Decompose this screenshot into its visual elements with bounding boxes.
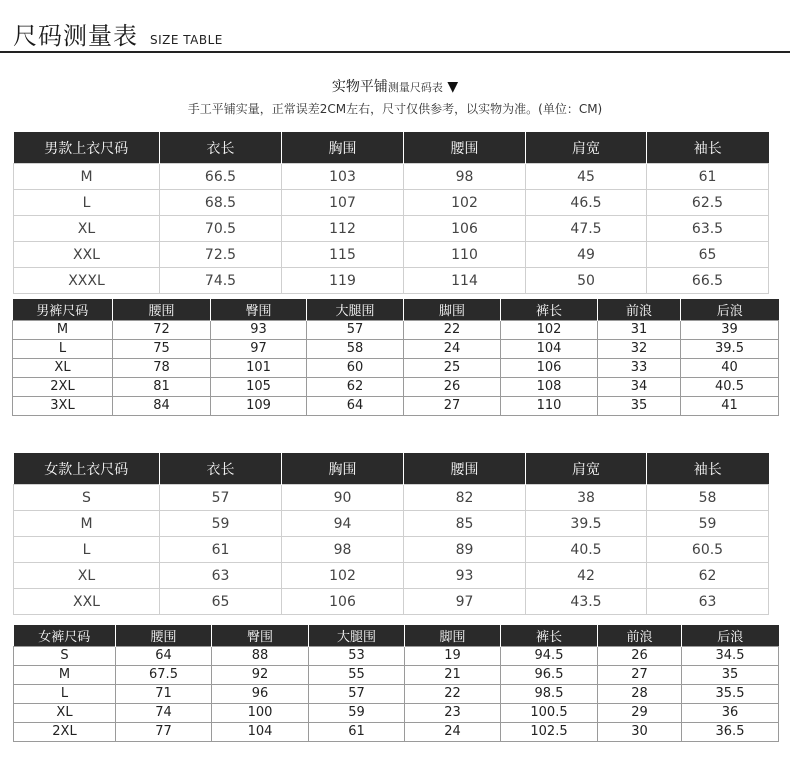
measurement-cell: 30 — [598, 723, 682, 742]
size-label-cell: S — [14, 485, 160, 511]
column-header: 腰围 — [116, 625, 212, 647]
size-label-cell: L — [14, 190, 160, 216]
measurement-cell: 40.5 — [681, 378, 779, 397]
column-header: 大腿围 — [309, 625, 405, 647]
measurement-cell: 92 — [212, 666, 309, 685]
measurement-cell: 114 — [404, 268, 526, 294]
measurement-cell: 84 — [113, 397, 211, 416]
measurement-cell: 98 — [404, 164, 526, 190]
table-row — [14, 511, 769, 537]
size-label-cell: 2XL — [14, 723, 116, 742]
womens-pants-size-table — [13, 625, 779, 742]
measurement-cell: 26 — [404, 378, 501, 397]
measurement-cell: 45 — [526, 164, 647, 190]
measurement-cell: 119 — [282, 268, 404, 294]
measurement-cell: 112 — [282, 216, 404, 242]
column-header: 腰围 — [404, 453, 526, 485]
table-row — [14, 723, 779, 742]
table-row — [13, 340, 779, 359]
measurement-cell: 58 — [307, 340, 404, 359]
measurement-cell: 36 — [682, 704, 779, 723]
measurement-cell: 64 — [116, 647, 212, 666]
measurement-cell: 36.5 — [682, 723, 779, 742]
measurement-cell: 27 — [598, 666, 682, 685]
measurement-cell: 59 — [160, 511, 282, 537]
measurement-cell: 96 — [212, 685, 309, 704]
measurement-cell: 102 — [404, 190, 526, 216]
table-row — [14, 685, 779, 704]
measurement-cell: 55 — [309, 666, 405, 685]
measurement-cell: 60 — [307, 359, 404, 378]
column-header: 前浪 — [598, 625, 682, 647]
measurement-cell: 57 — [160, 485, 282, 511]
measurement-cell: 96.5 — [501, 666, 598, 685]
measurement-cell: 63 — [647, 589, 769, 615]
measurement-cell: 27 — [404, 397, 501, 416]
table-row — [14, 190, 769, 216]
table-row — [14, 485, 769, 511]
measurement-cell: 35.5 — [682, 685, 779, 704]
section-heading-main: 实物平铺 — [331, 79, 388, 95]
down-arrow-icon: ▼ — [447, 79, 459, 95]
measurement-cell: 66.5 — [160, 164, 282, 190]
measurement-cell: 38 — [526, 485, 647, 511]
column-header: 裤长 — [501, 625, 598, 647]
measurement-cell: 63 — [160, 563, 282, 589]
column-header: 腰围 — [113, 299, 211, 321]
measurement-cell: 104 — [501, 340, 598, 359]
measurement-cell: 62.5 — [647, 190, 769, 216]
measurement-cell: 108 — [501, 378, 598, 397]
size-label-cell: XXL — [14, 589, 160, 615]
size-label-cell: XXXL — [14, 268, 160, 294]
measurement-cell: 88 — [212, 647, 309, 666]
measurement-cell: 78 — [113, 359, 211, 378]
measurement-cell: 66.5 — [647, 268, 769, 294]
measurement-cell: 90 — [282, 485, 404, 511]
size-label-cell: M — [14, 511, 160, 537]
measurement-cell: 101 — [211, 359, 307, 378]
measurement-cell: 115 — [282, 242, 404, 268]
measurement-cell: 29 — [598, 704, 682, 723]
measurement-cell: 100.5 — [501, 704, 598, 723]
column-header: 男款上衣尺码 — [14, 132, 160, 164]
measurement-cell: 19 — [405, 647, 501, 666]
column-header: 裤长 — [501, 299, 598, 321]
column-header: 男裤尺码 — [13, 299, 113, 321]
table-row — [14, 666, 779, 685]
size-label-cell: XL — [13, 359, 113, 378]
measurement-cell: 105 — [211, 378, 307, 397]
measurement-cell: 74 — [116, 704, 212, 723]
measurement-cell: 94.5 — [501, 647, 598, 666]
measurement-cell: 64 — [307, 397, 404, 416]
measurement-note: 手工平铺实量，正常误差2CM左右，尺寸仅供参考，以实物为准。(单位：CM) — [187, 102, 603, 116]
column-header: 后浪 — [682, 625, 779, 647]
measurement-cell: 60.5 — [647, 537, 769, 563]
measurement-cell: 93 — [404, 563, 526, 589]
measurement-cell: 106 — [404, 216, 526, 242]
table-row — [13, 321, 779, 340]
measurement-cell: 58 — [647, 485, 769, 511]
measurement-cell: 26 — [598, 647, 682, 666]
table-header-row — [14, 625, 779, 647]
size-label-cell: XL — [14, 563, 160, 589]
size-label-cell: M — [14, 666, 116, 685]
measurement-cell: 33 — [598, 359, 681, 378]
measurement-cell: 110 — [501, 397, 598, 416]
table-row — [14, 268, 769, 294]
measurement-cell: 110 — [404, 242, 526, 268]
table-row — [14, 164, 769, 190]
measurement-cell: 25 — [404, 359, 501, 378]
measurement-cell: 35 — [598, 397, 681, 416]
table-header-row — [13, 299, 779, 321]
table-row — [14, 537, 769, 563]
measurement-cell: 85 — [404, 511, 526, 537]
measurement-cell: 40.5 — [526, 537, 647, 563]
size-label-cell: M — [13, 321, 113, 340]
column-header: 女款上衣尺码 — [14, 453, 160, 485]
measurement-cell: 57 — [307, 321, 404, 340]
table-row — [13, 359, 779, 378]
measurement-cell: 103 — [282, 164, 404, 190]
size-label-cell: M — [14, 164, 160, 190]
page-title: 尺码测量表 — [13, 22, 138, 50]
measurement-cell: 102.5 — [501, 723, 598, 742]
column-header: 脚围 — [405, 625, 501, 647]
measurement-cell: 102 — [501, 321, 598, 340]
measurement-cell: 28 — [598, 685, 682, 704]
measurement-cell: 106 — [282, 589, 404, 615]
measurement-cell: 67.5 — [116, 666, 212, 685]
measurement-cell: 42 — [526, 563, 647, 589]
measurement-cell: 62 — [647, 563, 769, 589]
table-row — [14, 242, 769, 268]
measurement-cell: 23 — [405, 704, 501, 723]
womens-top-size-table — [13, 453, 769, 615]
measurement-cell: 97 — [404, 589, 526, 615]
size-label-cell: XL — [14, 216, 160, 242]
page-subtitle: SIZE TABLE — [150, 33, 223, 47]
measurement-cell: 22 — [405, 685, 501, 704]
measurement-cell: 35 — [682, 666, 779, 685]
measurement-cell: 81 — [113, 378, 211, 397]
measurement-cell: 61 — [309, 723, 405, 742]
table-header-row — [14, 132, 769, 164]
measurement-cell: 34.5 — [682, 647, 779, 666]
measurement-cell: 75 — [113, 340, 211, 359]
size-label-cell: XXL — [14, 242, 160, 268]
measurement-cell: 72.5 — [160, 242, 282, 268]
measurement-cell: 43.5 — [526, 589, 647, 615]
measurement-cell: 61 — [160, 537, 282, 563]
column-header: 前浪 — [598, 299, 681, 321]
column-header: 胸围 — [282, 132, 404, 164]
column-header: 臀围 — [211, 299, 307, 321]
mens-top-size-table — [13, 132, 769, 294]
table-row — [14, 647, 779, 666]
measurement-cell: 89 — [404, 537, 526, 563]
measurement-cell: 77 — [116, 723, 212, 742]
measurement-cell: 21 — [405, 666, 501, 685]
size-label-cell: 2XL — [13, 378, 113, 397]
size-label-cell: L — [14, 537, 160, 563]
measurement-cell: 24 — [404, 340, 501, 359]
measurement-cell: 39 — [681, 321, 779, 340]
size-label-cell: L — [13, 340, 113, 359]
measurement-cell: 97 — [211, 340, 307, 359]
column-header: 肩宽 — [526, 453, 647, 485]
column-header: 大腿围 — [307, 299, 404, 321]
column-header: 衣长 — [160, 453, 282, 485]
measurement-cell: 22 — [404, 321, 501, 340]
measurement-cell: 72 — [113, 321, 211, 340]
measurement-cell: 109 — [211, 397, 307, 416]
table-row — [14, 563, 769, 589]
size-label-cell: 3XL — [13, 397, 113, 416]
measurement-cell: 59 — [647, 511, 769, 537]
measurement-cell: 32 — [598, 340, 681, 359]
measurement-cell: 104 — [212, 723, 309, 742]
table-header-row — [14, 453, 769, 485]
size-label-cell: S — [14, 647, 116, 666]
measurement-cell: 57 — [309, 685, 405, 704]
column-header: 衣长 — [160, 132, 282, 164]
section-heading — [0, 76, 790, 96]
measurement-cell: 50 — [526, 268, 647, 294]
title-divider — [0, 51, 790, 53]
column-header: 胸围 — [282, 453, 404, 485]
measurement-cell: 59 — [309, 704, 405, 723]
measurement-cell: 68.5 — [160, 190, 282, 216]
measurement-cell: 65 — [647, 242, 769, 268]
measurement-cell: 31 — [598, 321, 681, 340]
measurement-cell: 65 — [160, 589, 282, 615]
measurement-cell: 24 — [405, 723, 501, 742]
column-header: 肩宽 — [526, 132, 647, 164]
measurement-cell: 107 — [282, 190, 404, 216]
mens-pants-size-table — [12, 299, 779, 416]
measurement-cell: 46.5 — [526, 190, 647, 216]
measurement-cell: 94 — [282, 511, 404, 537]
measurement-cell: 71 — [116, 685, 212, 704]
measurement-cell: 100 — [212, 704, 309, 723]
measurement-cell: 39.5 — [526, 511, 647, 537]
measurement-cell: 106 — [501, 359, 598, 378]
measurement-cell: 39.5 — [681, 340, 779, 359]
measurement-cell: 82 — [404, 485, 526, 511]
column-header: 后浪 — [681, 299, 779, 321]
measurement-cell: 53 — [309, 647, 405, 666]
section-heading-small: 测量尺码表 — [387, 81, 443, 94]
column-header: 腰围 — [404, 132, 526, 164]
measurement-cell: 93 — [211, 321, 307, 340]
measurement-cell: 98.5 — [501, 685, 598, 704]
measurement-cell: 63.5 — [647, 216, 769, 242]
column-header: 袖长 — [647, 132, 769, 164]
measurement-cell: 34 — [598, 378, 681, 397]
column-header: 女裤尺码 — [14, 625, 116, 647]
column-header: 袖长 — [647, 453, 769, 485]
measurement-cell: 61 — [647, 164, 769, 190]
measurement-cell: 62 — [307, 378, 404, 397]
table-row — [13, 378, 779, 397]
measurement-cell: 98 — [282, 537, 404, 563]
measurement-cell: 70.5 — [160, 216, 282, 242]
measurement-cell: 49 — [526, 242, 647, 268]
size-label-cell: L — [14, 685, 116, 704]
measurement-cell: 102 — [282, 563, 404, 589]
column-header: 脚围 — [404, 299, 501, 321]
table-row — [14, 589, 769, 615]
measurement-cell: 41 — [681, 397, 779, 416]
measurement-cell: 40 — [681, 359, 779, 378]
table-row — [14, 704, 779, 723]
measurement-cell: 47.5 — [526, 216, 647, 242]
size-label-cell: XL — [14, 704, 116, 723]
table-row — [14, 216, 769, 242]
column-header: 臀围 — [212, 625, 309, 647]
measurement-cell: 74.5 — [160, 268, 282, 294]
table-row — [13, 397, 779, 416]
